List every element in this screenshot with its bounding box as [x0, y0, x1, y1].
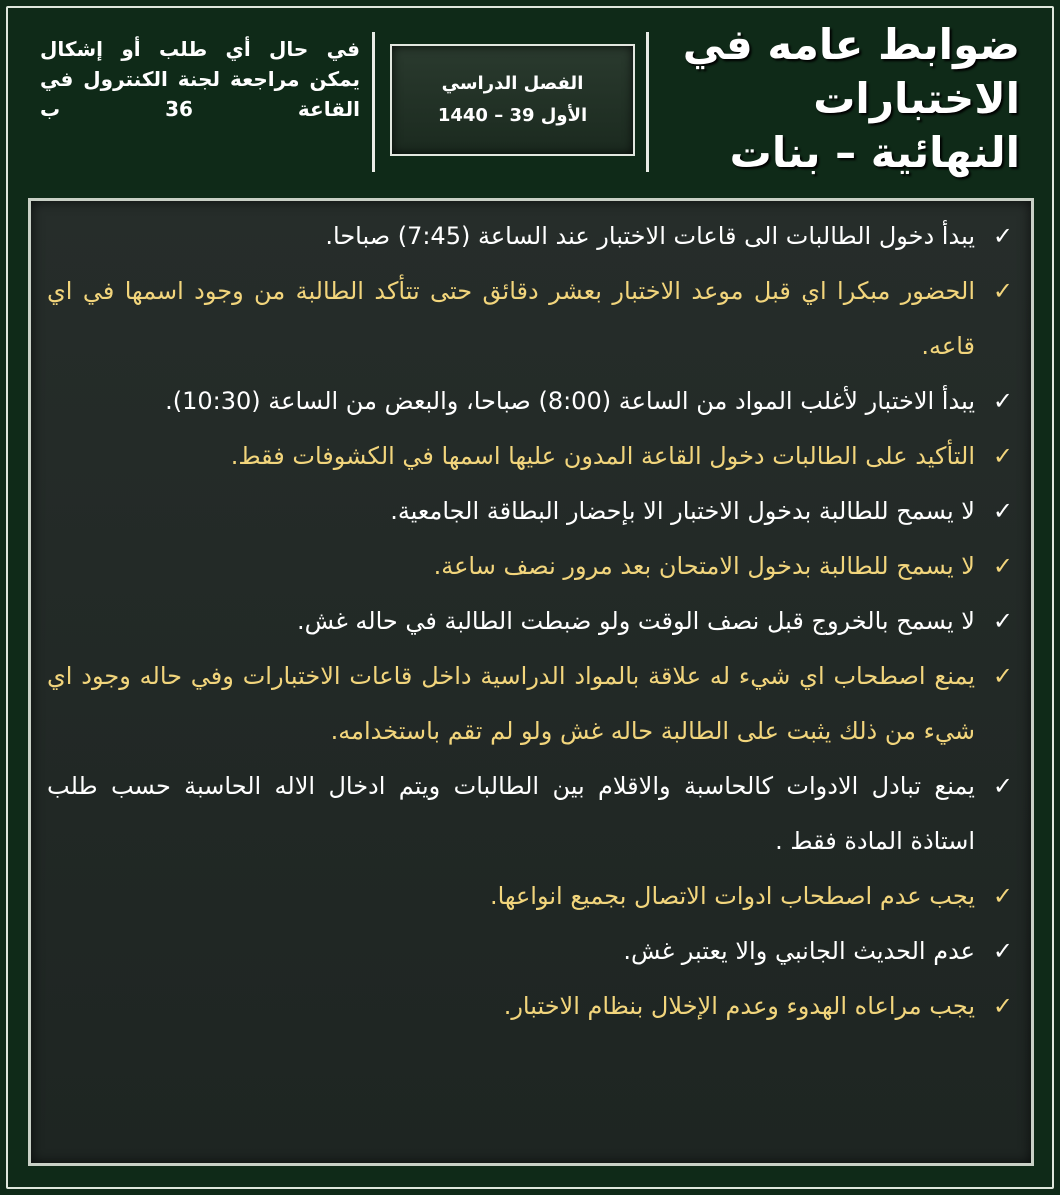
control-committee-note: في حال أي طلب أو إشكال يمكن مراجعة لجنة الكنترول في القاعة 36 ب: [40, 37, 360, 121]
rule-item: [47, 869, 1013, 924]
rule-text: لا يسمح للطالبة بدخول الاختبار الا بإحضار البطاقة الجامعية.: [390, 497, 975, 525]
checkmark-icon: ✓: [992, 222, 1013, 250]
rule-item: [47, 374, 1013, 429]
rule-item: [47, 759, 1013, 869]
page-title: [660, 18, 1020, 180]
checkmark-icon: ✓: [992, 497, 1013, 525]
header: [0, 0, 1060, 195]
rule-text: عدم الحديث الجانبي والا يعتبر غش.: [623, 937, 975, 965]
title-line-1: ضوابط عامه في: [682, 20, 1020, 69]
rule-item: [47, 264, 1013, 374]
checkmark-icon: ✓: [992, 937, 1013, 965]
rule-text: الحضور مبكرا اي قبل موعد الاختبار بعشر دقائق حتى تتأكد الطالبة من وجود اسمها في اي قاعه.: [47, 277, 975, 360]
rule-text: يجب عدم اصطحاب ادوات الاتصال بجميع انواعها.: [489, 882, 975, 910]
rule-item: [47, 924, 1013, 979]
checkmark-icon: ✓: [992, 992, 1013, 1020]
rule-text: لا يسمح بالخروج قبل نصف الوقت ولو ضبطت الطالبة في حاله غش.: [297, 607, 975, 635]
checkmark-icon: ✓: [992, 387, 1013, 415]
rule-text: يجب مراعاه الهدوء وعدم الإخلال بنظام الاختبار.: [503, 992, 975, 1020]
rule-text: لا يسمح للطالبة بدخول الامتحان بعد مرور نصف ساعة.: [433, 552, 975, 580]
rule-item: [47, 484, 1013, 539]
checkmark-icon: ✓: [992, 277, 1013, 305]
title-line-3: النهائية – بنات: [729, 128, 1020, 177]
rule-item: [47, 649, 1013, 759]
semester-line-2: الأول 39 – 1440: [437, 105, 588, 126]
checkmark-icon: ✓: [992, 607, 1013, 635]
checkmark-icon: ✓: [992, 442, 1013, 470]
rule-text: التأكيد على الطالبات دخول القاعة المدون عليها اسمها في الكشوفات فقط.: [230, 442, 975, 470]
rule-text: يبدأ الاختبار لأغلب المواد من الساعة (8:00) صباحا، والبعض من الساعة (10:30).: [165, 387, 975, 415]
header-divider-left: [372, 32, 375, 172]
checkmark-icon: ✓: [992, 662, 1013, 690]
checkmark-icon: ✓: [992, 882, 1013, 910]
rule-text: يبدأ دخول الطالبات الى قاعات الاختبار عند الساعة (7:45) صباحا.: [325, 222, 975, 250]
header-divider-right: [646, 32, 649, 172]
semester-box: [390, 44, 635, 156]
rule-text: يمنع تبادل الادوات كالحاسبة والاقلام بين الطالبات ويتم ادخال الاله الحاسبة حسب طلب استاذة المادة فقط .: [47, 772, 975, 855]
semester-line-1: الفصل الدراسي: [441, 73, 584, 94]
checkmark-icon: ✓: [992, 772, 1013, 800]
title-line-2: الاختبارات: [813, 74, 1020, 123]
rule-item: [47, 979, 1013, 1034]
rule-text: يمنع اصطحاب اي شيء له علاقة بالمواد الدراسية داخل قاعات الاختبارات وفي حاله وجود اي شيء من ذلك يثبت على الطالبة حاله غش ولو لم تقم باستخدامه.: [47, 662, 975, 745]
rule-item: [47, 209, 1013, 264]
checkmark-icon: ✓: [992, 552, 1013, 580]
rule-item: [47, 429, 1013, 484]
rules-list: [47, 209, 1013, 1034]
rules-panel: [28, 198, 1034, 1166]
rule-item: [47, 539, 1013, 594]
rule-item: [47, 594, 1013, 649]
